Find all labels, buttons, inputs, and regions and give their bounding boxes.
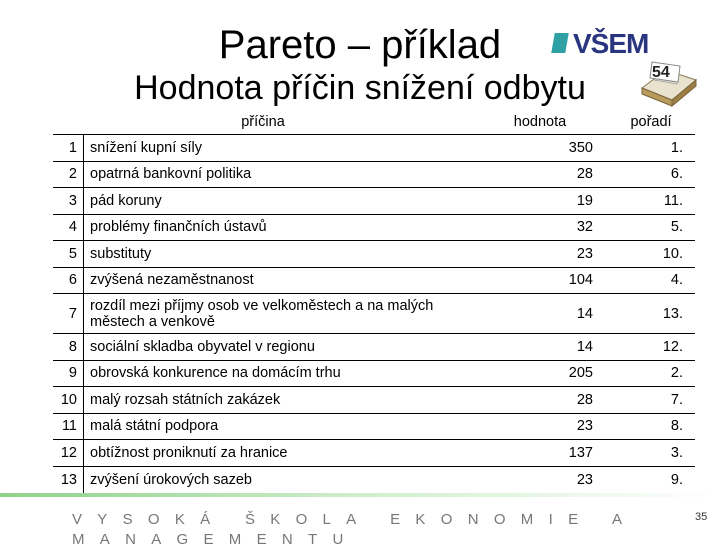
row-value: 350 xyxy=(473,135,607,162)
row-cause: snížení kupní síly xyxy=(84,135,474,162)
logo-text: VŠEM xyxy=(573,28,649,59)
row-rank: 1. xyxy=(607,135,695,162)
table-row xyxy=(53,387,695,414)
row-cause: malý rozsah státních zakázek xyxy=(84,387,474,414)
book-number: 54 xyxy=(652,64,670,81)
table-row xyxy=(53,161,695,188)
row-value: 32 xyxy=(473,214,607,241)
row-cause: obrovská konkurence na domácím trhu xyxy=(84,360,474,387)
row-number: 3 xyxy=(53,188,84,215)
row-rank: 10. xyxy=(607,241,695,268)
row-cause: substituty xyxy=(84,241,474,268)
row-cause: opatrná bankovní politika xyxy=(84,161,474,188)
row-rank: 11. xyxy=(607,188,695,215)
row-number: 4 xyxy=(53,214,84,241)
header-cause: příčina xyxy=(241,114,285,130)
row-value: 137 xyxy=(473,440,607,467)
table-row xyxy=(53,188,695,215)
footer-text: VYSOKÁ ŠKOLA EKONOMIE A MANAGEMENTU xyxy=(72,511,637,548)
header-value: hodnota xyxy=(513,114,567,130)
row-value: 28 xyxy=(473,161,607,188)
table-row xyxy=(53,360,695,387)
row-value: 205 xyxy=(473,360,607,387)
row-number: 10 xyxy=(53,387,84,414)
page-number: 35 xyxy=(695,511,708,523)
table-row xyxy=(53,440,695,467)
footer-band xyxy=(0,493,720,497)
row-rank: 2. xyxy=(607,360,695,387)
row-value: 23 xyxy=(473,241,607,268)
row-rank: 12. xyxy=(607,334,695,361)
table-row xyxy=(53,334,695,361)
row-value: 23 xyxy=(473,413,607,440)
row-rank: 6. xyxy=(607,161,695,188)
cause-table xyxy=(53,110,695,493)
row-value: 28 xyxy=(473,387,607,414)
table-row xyxy=(53,413,695,440)
row-number: 8 xyxy=(53,334,84,361)
table-row xyxy=(53,241,695,268)
row-number: 12 xyxy=(53,440,84,467)
row-cause: zvýšená nezaměstnanost xyxy=(84,267,474,294)
row-cause: zvýšení úrokových sazeb xyxy=(84,466,474,493)
row-rank: 7. xyxy=(607,387,695,414)
table-row xyxy=(53,214,695,241)
row-rank: 9. xyxy=(607,466,695,493)
slide-title: Pareto – příklad xyxy=(218,23,502,67)
table-row xyxy=(53,267,695,294)
row-number: 13 xyxy=(53,466,84,493)
row-value: 104 xyxy=(473,267,607,294)
header-rank: pořadí xyxy=(630,114,672,130)
row-cause: problémy finančních ústavů xyxy=(84,214,474,241)
slide-subtitle: Hodnota příčin snížení odbytu xyxy=(134,69,586,107)
row-value: 23 xyxy=(473,466,607,493)
row-number: 5 xyxy=(53,241,84,268)
row-rank: 4. xyxy=(607,267,695,294)
row-number: 1 xyxy=(53,135,84,162)
row-rank: 5. xyxy=(607,214,695,241)
table-row xyxy=(53,135,695,162)
row-cause: malá státní podpora xyxy=(84,413,474,440)
row-value: 14 xyxy=(473,294,607,334)
row-number: 9 xyxy=(53,360,84,387)
row-number: 11 xyxy=(53,413,84,440)
row-cause: rozdíl mezi příjmy osob ve velkoměstech a na malých městech a venkově xyxy=(84,294,474,334)
row-cause: sociální skladba obyvatel v regionu xyxy=(84,334,474,361)
table-row xyxy=(53,466,695,493)
row-number: 7 xyxy=(53,294,84,334)
row-cause: pád koruny xyxy=(84,188,474,215)
row-value: 19 xyxy=(473,188,607,215)
row-rank: 8. xyxy=(607,413,695,440)
table-row xyxy=(53,294,695,334)
row-number: 6 xyxy=(53,267,84,294)
row-rank: 3. xyxy=(607,440,695,467)
row-number: 2 xyxy=(53,161,84,188)
logo-mark-icon xyxy=(551,33,569,53)
vsem-logo xyxy=(553,28,653,58)
row-value: 14 xyxy=(473,334,607,361)
row-cause: obtížnost proniknutí za hranice xyxy=(84,440,474,467)
row-rank: 13. xyxy=(607,294,695,334)
